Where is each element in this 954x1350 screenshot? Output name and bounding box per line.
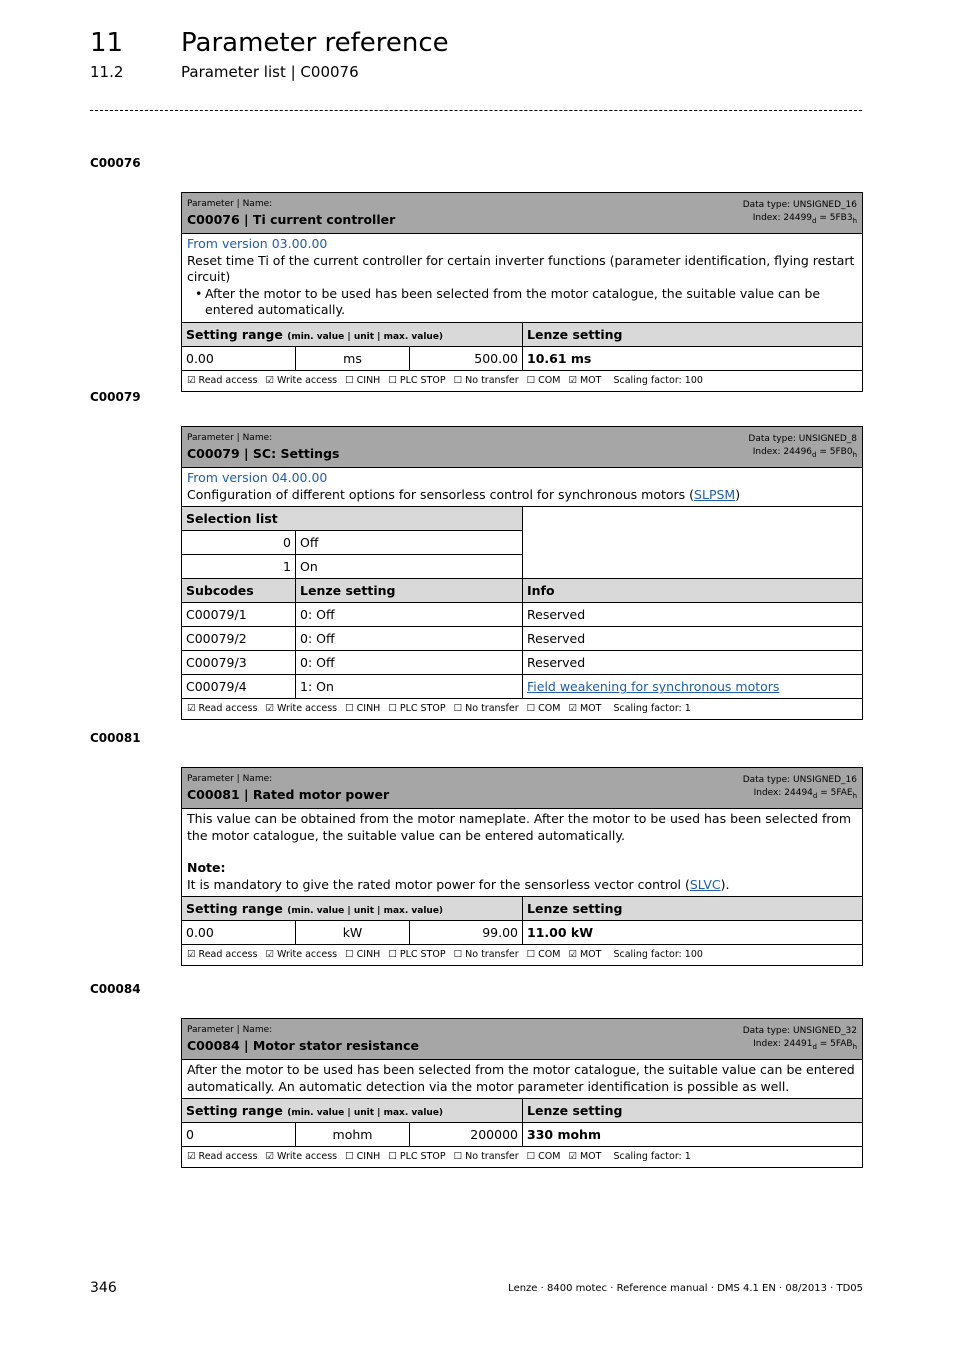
- data-type-info: [743, 199, 857, 228]
- min-value: 0.00: [182, 921, 296, 944]
- bullet-item: • After the motor to be used has been selected from the motor catalogue, the suitable value can be entered automatically.: [187, 286, 857, 319]
- c00081-heading: C00081: [90, 731, 141, 745]
- scaling-factor: Scaling factor: 1: [613, 1151, 691, 1162]
- chapter-title: Parameter reference: [181, 28, 449, 58]
- selection-item: 1 On: [182, 555, 522, 578]
- slvc-link[interactable]: SLVC: [689, 876, 721, 892]
- index: Index: $24496_d = 5FB0_h$: [752, 447, 857, 459]
- lenze-setting-value: 330 mohm: [527, 1127, 601, 1142]
- subcode-row: C00079/3 0: Off Reserved: [182, 651, 862, 675]
- param-name: C00084 | Motor stator resistance: [187, 1038, 419, 1053]
- header-divider: [90, 110, 862, 111]
- setting-range-row: [182, 1123, 862, 1147]
- version-note: From version 04.00.00: [187, 470, 328, 485]
- setting-range-header: Setting range (min. value | unit | max. value) Lenze setting: [182, 323, 862, 347]
- max-value: 99.00: [410, 921, 523, 944]
- c00084-heading: C00084: [90, 982, 141, 996]
- c00084-table: [181, 1018, 863, 1168]
- description-text: Configuration of different options for sensorless control for synchronous motors (SLPSM): [187, 486, 741, 502]
- index: Index: $24494_d = 5FAE_h$: [753, 788, 857, 800]
- c00084-description: [182, 1060, 862, 1099]
- c00076-table: [181, 192, 863, 392]
- max-value: 500.00: [410, 347, 523, 370]
- subcode-row: C00079/1 0: Off Reserved: [182, 603, 862, 627]
- lenze-setting-value: 10.61 ms: [527, 350, 592, 366]
- unit: kW: [296, 921, 410, 944]
- param-label: Parameter | Name:: [187, 433, 273, 443]
- data-type-info: [743, 1025, 857, 1054]
- param-label: Parameter | Name:: [187, 774, 273, 784]
- access-flags: ☑ Read access ☑ Write access ☐ CINH ☐ PLC STOP ☐ No transfer ☐ COM ☑ MOT Scaling factor: 100: [187, 949, 703, 960]
- param-label: Parameter | Name:: [187, 199, 273, 209]
- param-name: C00081 | Rated motor power: [187, 787, 390, 802]
- scaling-factor: Scaling factor: 100: [613, 949, 703, 960]
- c00079-header: [182, 427, 862, 468]
- data-type: Data type: UNSIGNED_16: [742, 200, 857, 210]
- setting-range-row: [182, 921, 862, 945]
- unit: ms: [296, 347, 410, 370]
- c00076-heading: C00076: [90, 156, 141, 170]
- param-name: C00076 | Ti current controller: [187, 212, 396, 227]
- version-note: From version 03.00.00: [187, 236, 328, 251]
- max-value: 200000: [410, 1123, 523, 1146]
- min-value: 0.00: [182, 347, 296, 370]
- note-text: It is mandatory to give the rated motor power for the sensorless vector control (SLVC).: [187, 876, 730, 892]
- setting-range-header: Setting range (min. value | unit | max. value) Lenze setting: [182, 897, 862, 921]
- section-title: Parameter list | C00076: [181, 63, 359, 81]
- selection-area: [182, 507, 862, 579]
- c00081-table: [181, 767, 863, 966]
- c00076-header: [182, 193, 862, 234]
- subcodes-header: Subcodes Lenze setting Info: [182, 579, 862, 603]
- selection-list-header: Selection list: [182, 507, 522, 531]
- lenze-setting-value: 11.00 kW: [527, 925, 593, 940]
- c00084-header: [182, 1019, 862, 1060]
- setting-range-row: [182, 347, 862, 371]
- setting-range-header: Setting range (min. value | unit | max. value) Lenze setting: [182, 1099, 862, 1123]
- c00079-table: [181, 426, 863, 720]
- subcode-row: C00079/2 0: Off Reserved: [182, 627, 862, 651]
- param-label: Parameter | Name:: [187, 1025, 273, 1035]
- scaling-factor: Scaling factor: 1: [613, 703, 691, 714]
- slpsm-link[interactable]: SLPSM: [694, 486, 736, 502]
- access-flags: ☑ Read access ☑ Write access ☐ CINH ☐ PLC STOP ☐ No transfer ☐ COM ☑ MOT Scaling factor: 1: [187, 1151, 691, 1162]
- unit: mohm: [296, 1123, 410, 1146]
- page-number: 346: [90, 1280, 117, 1296]
- param-name: C00079 | SC: Settings: [187, 446, 340, 461]
- c00079-description: [182, 468, 862, 507]
- access-flags: ☑ Read access ☑ Write access ☐ CINH ☐ PLC STOP ☐ No transfer ☐ COM ☑ MOT Scaling factor: 100: [187, 374, 703, 386]
- description-text: This value can be obtained from the motor nameplate. After the motor to be used has been selected from the motor catalogue, the suitable value can be entered automatically.: [187, 811, 852, 843]
- scaling-factor: Scaling factor: 100: [613, 374, 703, 386]
- chapter-number: 11: [90, 28, 124, 58]
- data-type: Data type: UNSIGNED_8: [748, 434, 857, 444]
- c00079-heading: C00079: [90, 390, 141, 404]
- selection-item: 0 Off: [182, 531, 522, 555]
- min-value: 0: [182, 1123, 296, 1146]
- c00081-header: [182, 768, 862, 809]
- description-text: After the motor to be used has been selected from the motor catalogue, the suitable value can be entered automatically. An automatic detection via the motor parameter identification is possible as well.: [187, 1062, 855, 1094]
- document-info: Lenze · 8400 motec · Reference manual · DMS 4.1 EN · 08/2013 · TD05: [508, 1283, 863, 1294]
- subcode-row: C00079/4 1: On Field weakening for synchronous motors: [182, 675, 862, 699]
- data-type: Data type: UNSIGNED_16: [742, 775, 857, 785]
- note-label: Note:: [187, 860, 226, 875]
- index: Index: $24499_d = 5FB3_h$: [752, 213, 857, 225]
- data-type-info: [748, 433, 857, 462]
- field-weakening-link[interactable]: Field weakening for synchronous motors: [527, 679, 780, 694]
- c00081-description: [182, 809, 862, 897]
- data-type-info: [743, 774, 857, 803]
- section-number: 11.2: [90, 63, 124, 81]
- description-text: Reset time Ti of the current controller for certain inverter functions (parameter identification, flying restart circuit): [187, 252, 855, 284]
- access-flags: ☑ Read access ☑ Write access ☐ CINH ☐ PLC STOP ☐ No transfer ☐ COM ☑ MOT Scaling factor: 1: [187, 703, 691, 714]
- data-type: Data type: UNSIGNED_32: [742, 1026, 857, 1036]
- c00076-description: [182, 234, 862, 323]
- index: Index: $24491_d = 5FAB_h$: [753, 1039, 857, 1051]
